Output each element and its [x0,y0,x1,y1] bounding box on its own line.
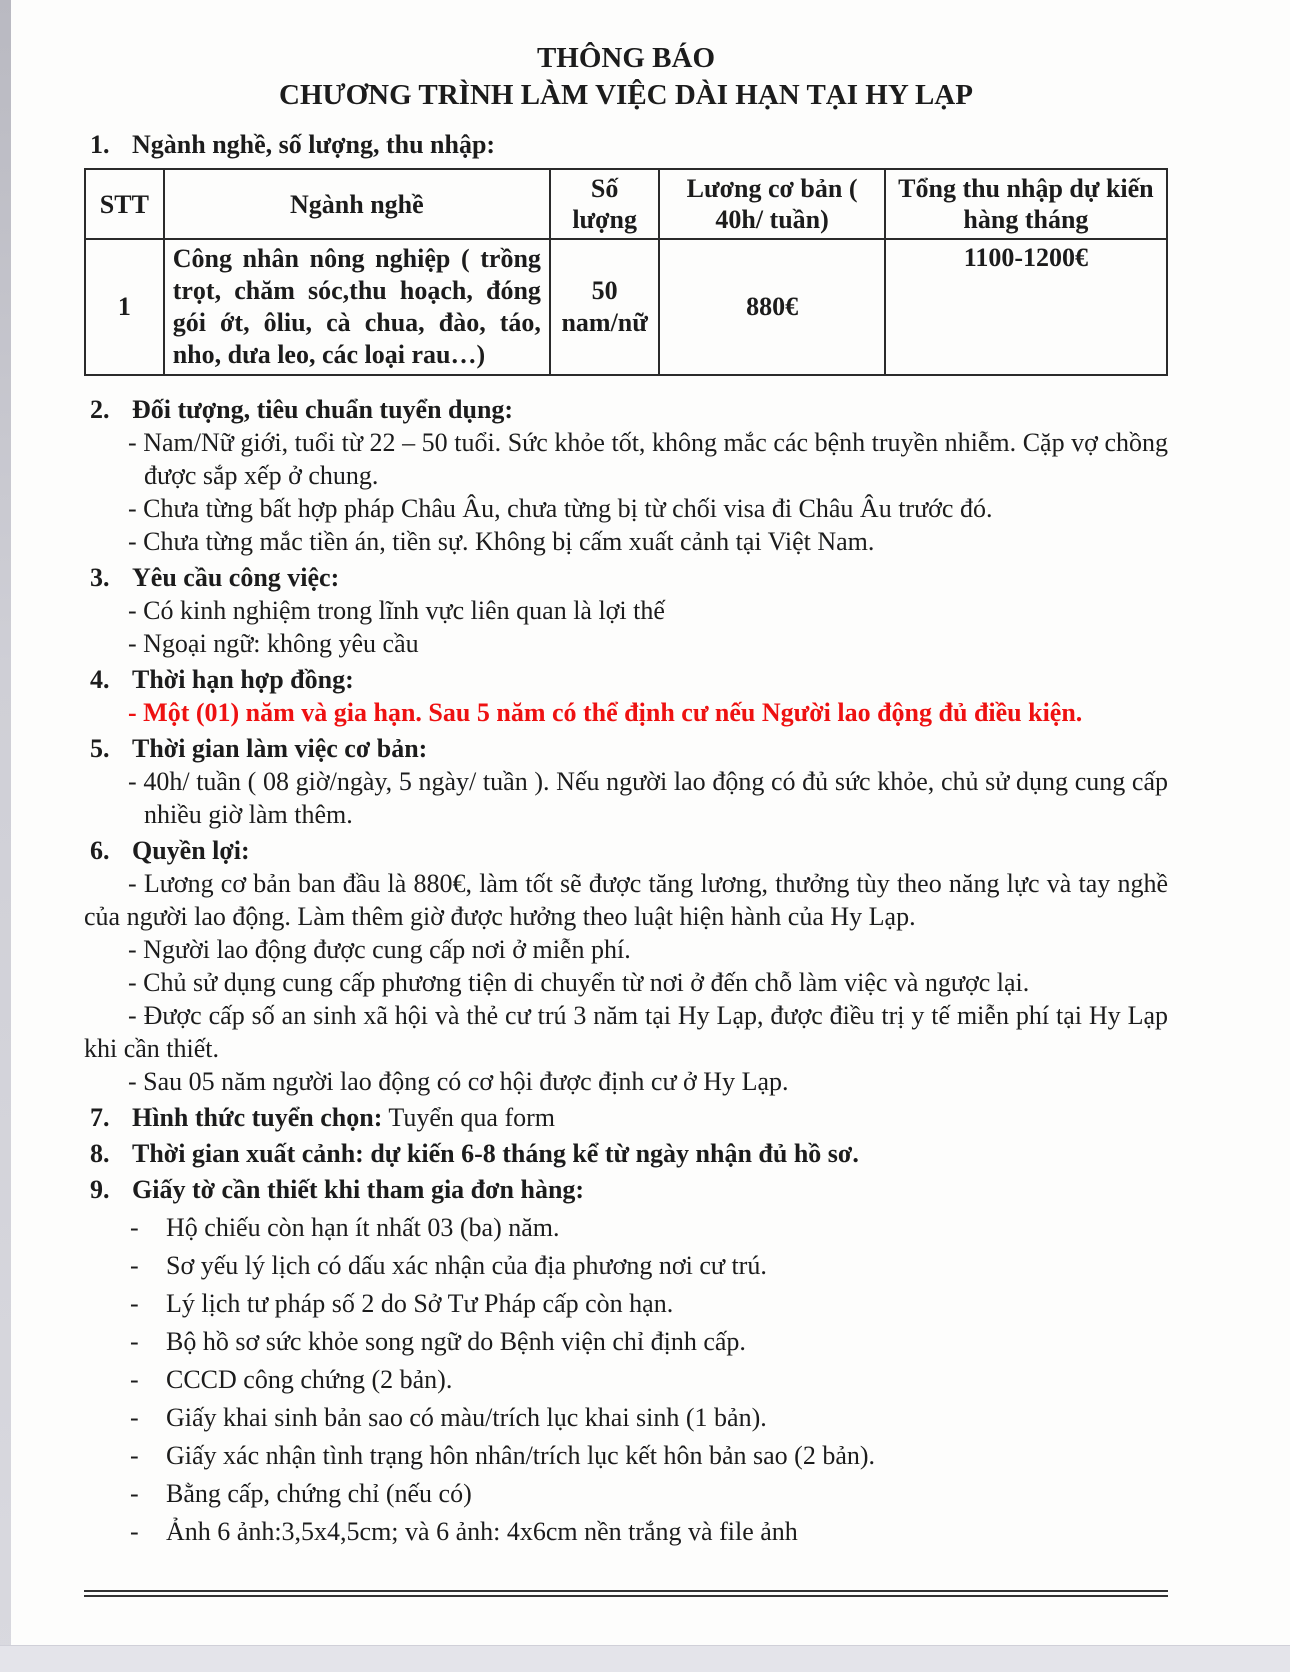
section-4-heading: Thời hạn hợp đồng: [132,665,354,694]
section-7-number: 7. [90,1103,110,1132]
section-8-heading: Thời gian xuất cảnh: dự kiến 6-8 tháng kể từ ngày nhận đủ hồ sơ. [132,1139,859,1168]
section-6-item: - Chủ sử dụng cung cấp phương tiện di chuyển từ nơi ở đến chỗ làm việc và ngược lại. [128,968,1030,997]
section-1-heading: Ngành nghề, số lượng, thu nhập: [132,130,496,159]
section-9-heading: Giấy tờ cần thiết khi tham gia đơn hàng: [132,1175,585,1204]
cell-so-luong: 50 nam/nữ [550,239,659,375]
dash-bullet: - [130,1517,139,1546]
section-5-item: - 40h/ tuần ( 08 giờ/ngày, 5 ngày/ tuần ). Nếu người lao động có đủ sức khỏe, chủ sử dụng cung cấp nhiều giờ làm thêm. [128,767,1168,829]
cell-nganh-nghe: Công nhân nông nghiệp ( trồng trọt, chăm sóc,thu hoạch, đóng gói ớt, ôliu, cà chua, đào, táo, nho, dưa leo, các loại rau…) [164,239,550,375]
document-list-item-text: CCCD công chứng (2 bản). [166,1365,453,1394]
section-4-heading-row [84,663,1168,696]
bottom-double-rule [84,1590,1168,1597]
document-content [84,40,1168,1597]
section-3-item: - Có kinh nghiệm trong lĩnh vực liên quan là lợi thế [128,596,665,625]
scan-edge-bottom [0,1645,1290,1672]
header-cell-nganh-nghe: Ngành nghề [164,169,550,239]
document-list-item-text: Ảnh 6 ảnh:3,5x4,5cm; và 6 ảnh: 4x6cm nền trắng và file ảnh [166,1517,798,1546]
dash-bullet: - [130,1289,139,1318]
page-title-line2: CHƯƠNG TRÌNH LÀM VIỆC DÀI HẠN TẠI HY LẠP [279,79,973,111]
section-2-item: - Chưa từng mắc tiền án, tiền sự. Không bị cấm xuất cảnh tại Việt Nam. [128,527,875,556]
section-2-heading-row [84,393,1168,426]
section-2-item: - Chưa từng bất hợp pháp Châu Âu, chưa từng bị từ chối visa đi Châu Âu trước đó. [128,494,993,523]
section-6-heading: Quyền lợi: [132,836,250,865]
section-7-heading-row [84,1101,1168,1134]
section-7-heading-bold: Hình thức tuyển chọn: [132,1103,383,1132]
dash-bullet: - [130,1403,139,1432]
section-4-item-highlighted: - Một (01) năm và gia hạn. Sau 5 năm có thể định cư nếu Người lao động đủ điều kiện. [128,698,1083,727]
document-list-item [84,1401,1168,1434]
document-list-item [84,1477,1168,1510]
section-3-item: - Ngoại ngữ: không yêu cầu [128,629,419,658]
document-list-item-text: Bằng cấp, chứng chỉ (nếu có) [166,1479,472,1508]
section-6-item: - Người lao động được cung cấp nơi ở miễn phí. [128,935,631,964]
dash-bullet: - [130,1213,139,1242]
section-9-number: 9. [90,1175,110,1204]
section-8-number: 8. [90,1139,110,1168]
page-title-line1: THÔNG BÁO [536,42,716,74]
section-6-item: - Được cấp số an sinh xã hội và thẻ cư trú 3 năm tại Hy Lạp, được điều trị y tế miễn phí tại Hy Lạp khi cần thiết. [84,1001,1168,1063]
section-1-heading-row [84,128,1168,161]
section-6-number: 6. [90,836,110,865]
dash-bullet: - [130,1441,139,1470]
header-cell-luong-co-ban: Lương cơ bản ( 40h/ tuần) [659,169,884,239]
section-4-number: 4. [90,665,110,694]
document-list-item [84,1439,1168,1472]
section-5-heading: Thời gian làm việc cơ bản: [132,734,428,763]
document-list-item [84,1515,1168,1548]
table-header-row [85,169,1167,239]
section-3-number: 3. [90,563,110,592]
dash-bullet: - [130,1479,139,1508]
document-list-item-text: Hộ chiếu còn hạn ít nhất 03 (ba) năm. [166,1213,560,1242]
cell-stt: 1 [85,239,164,375]
document-list-item [84,1249,1168,1282]
document-list-item [84,1325,1168,1358]
cell-tong-thu-nhap: 1100-1200€ [885,239,1167,375]
section-7-heading-text: Tuyển qua form [382,1103,555,1132]
section-8-heading-row [84,1137,1168,1170]
section-6-heading-row [84,834,1168,867]
section-5-heading-row [84,732,1168,765]
document-list-item [84,1287,1168,1320]
document-list-item [84,1211,1168,1244]
section-6-item: - Lương cơ bản ban đầu là 880€, làm tốt sẽ được tăng lương, thưởng tùy theo năng lực và tay nghề của người lao động. Làm thêm giờ được hưởng theo luật hiện hành của Hy Lạp. [84,869,1168,931]
document-list-item-text: Lý lịch tư pháp số 2 do Sở Tư Pháp cấp còn hạn. [166,1289,674,1318]
header-cell-stt: STT [85,169,164,239]
header-cell-tong-thu-nhap: Tổng thu nhập dự kiến hàng tháng [885,169,1167,239]
section-5-number: 5. [90,734,110,763]
section-3-heading-row [84,561,1168,594]
section-3-heading: Yêu cầu công việc: [132,563,340,592]
section-2-item: - Nam/Nữ giới, tuổi từ 22 – 50 tuổi. Sức khỏe tốt, không mắc các bệnh truyền nhiễm. Cặp vợ chồng được sắp xếp ở chung. [128,428,1168,490]
document-list-item [84,1363,1168,1396]
document-list-item-text: Bộ hồ sơ sức khỏe song ngữ do Bệnh viện chỉ định cấp. [166,1327,746,1356]
section-9-heading-row [84,1173,1168,1206]
section-6-item: - Sau 05 năm người lao động có cơ hội được định cư ở Hy Lạp. [128,1067,789,1096]
dash-bullet: - [130,1365,139,1394]
document-list-item-text: Sơ yếu lý lịch có dấu xác nhận của địa phương nơi cư trú. [166,1251,767,1280]
section-7-heading [132,1101,555,1134]
cell-luong-co-ban: 880€ [659,239,884,375]
document-list-item-text: Giấy xác nhận tình trạng hôn nhân/trích lục kết hôn bản sao (2 bản). [166,1441,876,1470]
section-2-number: 2. [90,395,110,424]
dash-bullet: - [130,1251,139,1280]
header-cell-so-luong: Số lượng [550,169,659,239]
document-list-item-text: Giấy khai sinh bản sao có màu/trích lục khai sinh (1 bản). [166,1403,767,1432]
jobs-table [84,168,1168,376]
scan-edge-left [0,0,11,1672]
table-row [85,239,1167,375]
dash-bullet: - [130,1327,139,1356]
section-1-number: 1. [90,130,110,159]
section-2-heading: Đối tượng, tiêu chuẩn tuyển dụng: [132,395,514,424]
